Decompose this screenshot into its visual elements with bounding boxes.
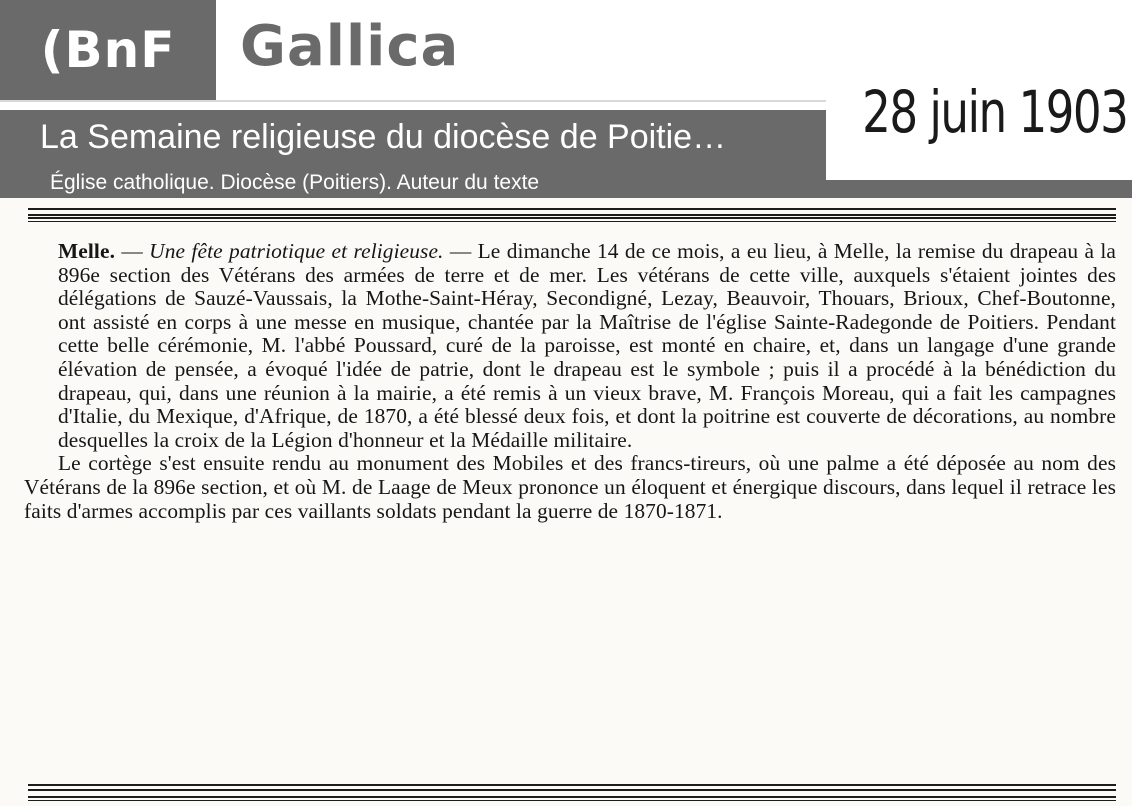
top-rule-secondary [28,217,1116,222]
issue-date: 28 juin 1903 [862,78,1128,146]
article-place: Melle. [58,239,116,263]
bnf-logo[interactable]: (BnF [0,0,216,100]
title-band-extension [826,180,1132,198]
gallica-wordmark[interactable]: Gallica [240,14,460,79]
top-rule [28,208,1116,216]
scanned-clipping [0,198,1132,806]
bottom-rule [28,784,1116,791]
document-author: Église catholique. Diocèse (Poitiers). Auteur du texte [50,171,540,194]
article-text [24,240,1116,523]
document-title: La Semaine religieuse du diocèse de Poitie… [40,118,727,156]
article-paragraph [24,240,1116,452]
article-paragraph [24,452,1116,523]
article-paragraph-1-body: — Le dimanche 14 de ce mois, a eu lieu, à Melle, la remise du drapeau à la 896e section des Vétérans des armées de terre et de mer. Les vétérans de cette ville, auxquels s'étaient jointes des délégations de Sauzé-Vaussais, la Mothe-Saint-Héray, Secondigné, Lezay, Beauvoir, Thouars, Brioux, Chef-Boutonne, ont assisté en corps à une messe en musique, chantée par la Maîtrise de l'église Sainte-Radegonde de Poitiers. Pendant cette belle cérémonie, M. l'abbé Poussard, curé de la paroisse, est monté en chaire, et, dans un langage d'une grande élévation de pensée, a évoqué l'idée de patrie, dont le drapeau est le symbole ; puis il a procédé à la bénédiction du drapeau, qui, dans une réunion à la mairie, a été remis à un vieux brave, M. François Moreau, qui a fait les campagnes d'Italie, du Mexique, d'Afrique, de 1870, a été blessé deux fois, et dont la poitrine est couverte de décorations, au nombre desquelles la croix de la Légion d'honneur et la Médaille militaire. [58,239,1117,452]
article-dash: — [115,239,150,263]
article-headline: Une fête patriotique et religieuse. [149,239,444,263]
article-paragraph-2-body: Le cortège s'est ensuite rendu au monument des Mobiles et des francs-tireurs, où une palme a été déposée au nom des Vétérans de la 896e section, et où M. de Laage de Meux prononce un éloquent et énergique discours, dans lequel il retrace les faits d'armes accomplis par ces vaillants soldats pendant la guerre de 1870-1871. [24,451,1116,523]
header-divider [0,100,826,102]
bottom-rule-secondary [28,796,1116,801]
